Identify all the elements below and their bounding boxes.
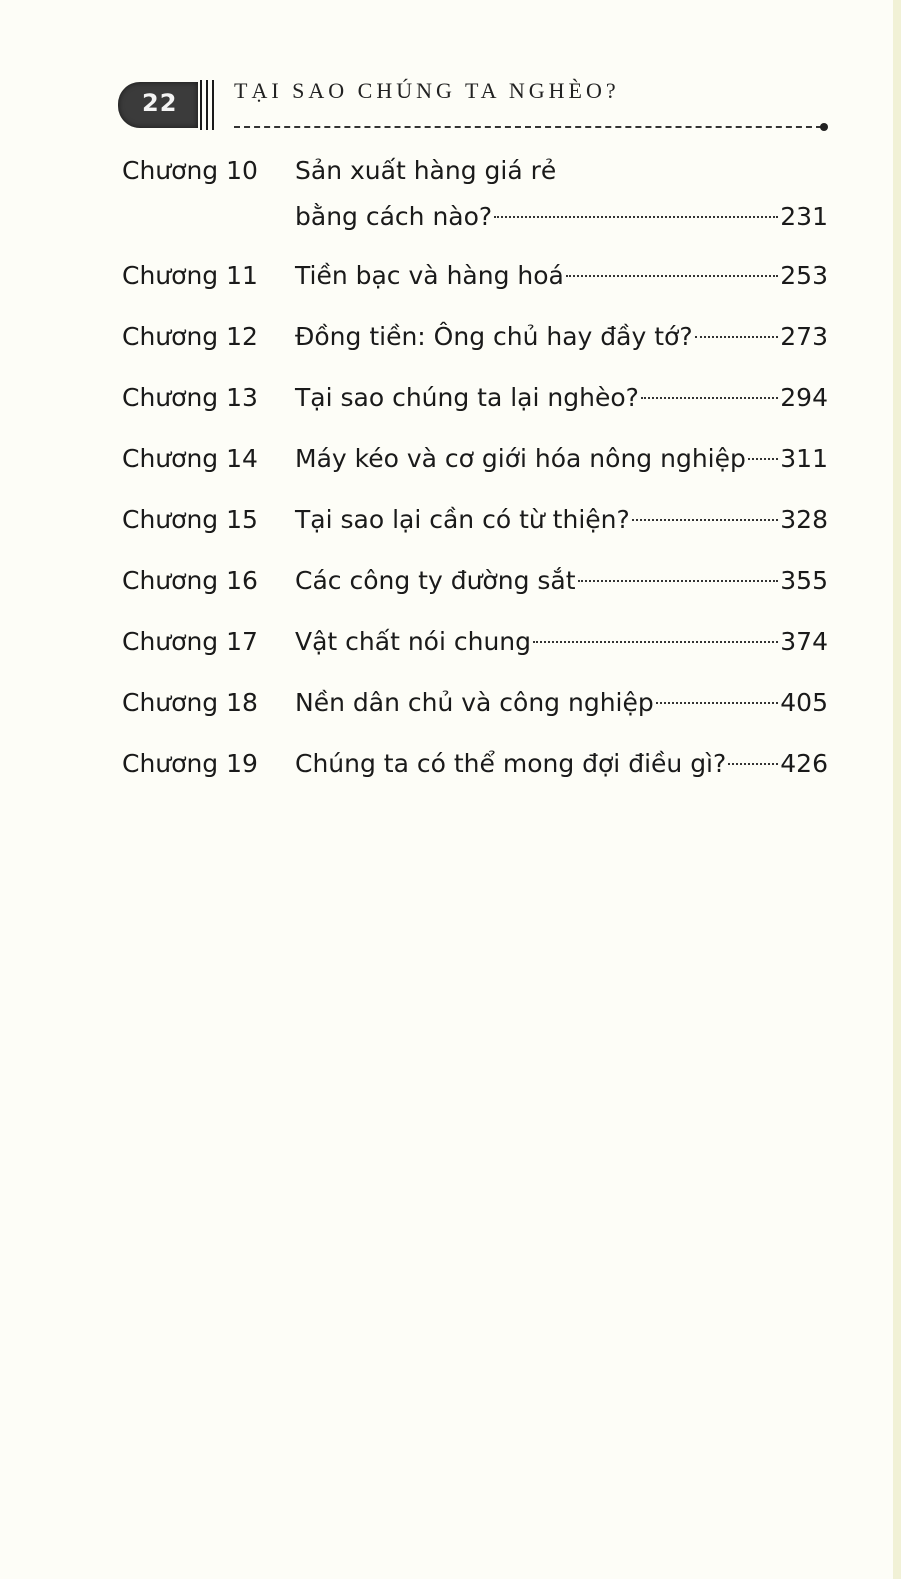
toc-title-line1: Sản xuất hàng giá rẻ xyxy=(295,156,557,185)
toc-title: Nền dân chủ và công nghiệp xyxy=(295,688,654,717)
toc-entry[interactable] xyxy=(122,680,828,726)
toc-entry[interactable] xyxy=(122,148,828,240)
toc-chapter-label: Chương 15 xyxy=(122,505,258,534)
toc-entry[interactable] xyxy=(122,558,828,604)
toc-chapter-label: Chương 10 xyxy=(122,156,258,185)
toc-line xyxy=(295,314,828,360)
toc-chapter-label: Chương 17 xyxy=(122,627,258,656)
toc-leader-dots xyxy=(695,336,779,338)
toc-chapter-label: Chương 16 xyxy=(122,566,258,595)
toc-line xyxy=(295,375,828,421)
toc-chapter-label: Chương 14 xyxy=(122,444,258,473)
toc-page-number: 405 xyxy=(780,688,828,717)
toc-title: Đồng tiền: Ông chủ hay đầy tớ? xyxy=(295,322,693,351)
toc-line xyxy=(295,680,828,726)
toc-page-number: 231 xyxy=(780,202,828,231)
toc-entry[interactable] xyxy=(122,375,828,421)
toc-leader-dots xyxy=(641,397,778,399)
toc-leader-dots xyxy=(728,763,778,765)
toc-page-number: 426 xyxy=(780,749,828,778)
toc-entry[interactable] xyxy=(122,497,828,543)
toc-leader-dots xyxy=(533,641,778,643)
toc-title: bằng cách nào? xyxy=(295,202,493,231)
toc-title: Vật chất nói chung xyxy=(295,627,532,656)
header-ornament-bars xyxy=(198,80,220,130)
toc-entry[interactable] xyxy=(122,619,828,665)
toc-entry[interactable] xyxy=(122,436,828,482)
toc-line xyxy=(295,253,828,299)
toc-page-number: 253 xyxy=(780,261,828,290)
toc-line xyxy=(295,194,828,240)
toc-leader-dots xyxy=(656,702,779,704)
toc-leader-dots xyxy=(632,519,779,521)
running-title: TẠI SAO CHÚNG TA NGHÈO? xyxy=(234,78,620,103)
toc-entry[interactable] xyxy=(122,253,828,299)
toc-page-number: 311 xyxy=(780,444,828,473)
toc-chapter-label: Chương 13 xyxy=(122,383,258,412)
toc-page-number: 294 xyxy=(780,383,828,412)
toc-page-number: 328 xyxy=(780,505,828,534)
toc-leader-dots xyxy=(566,275,778,277)
toc-entry[interactable] xyxy=(122,741,828,787)
toc-page-number: 355 xyxy=(780,566,828,595)
toc-leader-dots xyxy=(748,458,778,460)
toc-title: Tiền bạc và hàng hoá xyxy=(295,261,564,290)
toc-title: Tại sao lại cần có từ thiện? xyxy=(295,505,630,534)
toc-chapter-label: Chương 11 xyxy=(122,261,258,290)
toc-line xyxy=(295,741,828,787)
toc-chapter-label: Chương 12 xyxy=(122,322,258,351)
toc-title: Chúng ta có thể mong đợi điều gì? xyxy=(295,749,727,778)
toc-page-number: 374 xyxy=(780,627,828,656)
toc-leader-dots xyxy=(578,580,779,582)
toc-title: Các công ty đường sắt xyxy=(295,566,576,595)
header-dashed-rule xyxy=(234,126,822,128)
header-rule-end-dot xyxy=(820,123,828,131)
toc-line xyxy=(295,436,828,482)
toc-line xyxy=(295,619,828,665)
toc-line xyxy=(295,558,828,604)
toc-chapter-label: Chương 19 xyxy=(122,749,258,778)
toc-entry[interactable] xyxy=(122,314,828,360)
toc-page-number: 273 xyxy=(780,322,828,351)
toc-title: Máy kéo và cơ giới hóa nông nghiệp xyxy=(295,444,746,473)
toc-title: Tại sao chúng ta lại nghèo? xyxy=(295,383,639,412)
page-edge xyxy=(893,0,901,1579)
toc-leader-dots xyxy=(494,216,778,218)
toc-line xyxy=(295,497,828,543)
toc-chapter-label: Chương 18 xyxy=(122,688,258,717)
page-number: 22 xyxy=(142,89,178,117)
